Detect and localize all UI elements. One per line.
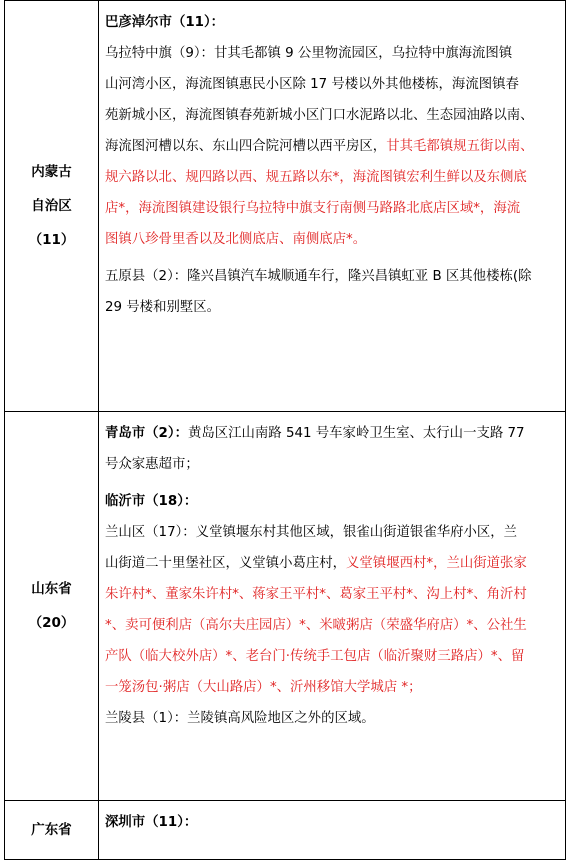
area-text: 山街道二十里堡社区，义堂镇小葛庄村， (105, 556, 347, 571)
text-line (105, 517, 561, 548)
text-line (105, 69, 561, 100)
text-line (105, 261, 561, 292)
text-line (105, 610, 561, 641)
text-line (105, 38, 561, 69)
text-line (105, 703, 561, 734)
text-line (105, 193, 561, 224)
high-risk-text: 一笼汤包·粥店（大山路店）*、沂州移馆大学城店 *； (105, 680, 422, 695)
area-text: 兰陵县（1）：兰陵镇高风险地区之外的区域。 (105, 711, 375, 726)
region-detail-cell (99, 1, 566, 412)
text-line (105, 449, 561, 480)
region-table-body (5, 1, 566, 860)
table-row (5, 1, 566, 412)
area-text: 乌拉特中旗（9）：甘其毛都镇 9 公里物流园区，乌拉特中旗海流图镇 (105, 46, 513, 61)
text-line (105, 131, 561, 162)
high-risk-text: 产队（临大校外店）*、老台门·传统手工包店（临沂聚财三路店）*、留 (105, 649, 525, 664)
area-text: 山河湾小区，海流图镇惠民小区除 17 号楼以外其他楼栋，海流图镇春 (105, 77, 519, 92)
text-line (105, 418, 561, 449)
district-paragraph (105, 517, 561, 734)
text-line (105, 292, 561, 323)
high-risk-text: 义堂镇堰西村*，兰山街道张家 (346, 556, 527, 571)
province-cell (5, 1, 99, 412)
text-line (105, 162, 561, 193)
province-name-line: 内蒙古 (31, 164, 72, 180)
district-paragraph (105, 261, 561, 323)
table-row (5, 801, 566, 860)
city-heading: 巴彦淖尔市（11）： (105, 15, 225, 30)
text-line (105, 548, 561, 579)
high-risk-text: 图镇八珍骨里香以及北侧底店、南侧底店*。 (105, 232, 367, 247)
province-cell (5, 801, 99, 860)
province-name-line: 自治区 (31, 198, 72, 214)
province-name (5, 155, 98, 257)
text-line (105, 672, 561, 703)
text-line (105, 100, 561, 131)
city-heading: 临沂市（18）： (105, 494, 198, 509)
high-risk-text: 甘其毛都镇规五街以南、 (386, 139, 534, 154)
district-paragraph (105, 418, 561, 480)
area-text: 青岛市（2）： (105, 426, 188, 441)
area-text: 苑新城小区，海流图镇春苑新城小区门口水泥路以北、生态园油路以南、 (105, 108, 534, 123)
province-name-line: （11） (28, 232, 75, 248)
region-table (4, 0, 566, 860)
area-text: 号众家惠超市； (105, 457, 199, 472)
province-cell (5, 412, 99, 801)
province-name-line: 广东省 (31, 822, 72, 838)
text-line (105, 579, 561, 610)
high-risk-text: 店*，海流图镇建设银行乌拉特中旗支行南侧马路路北底店区域*，海流 (105, 201, 521, 216)
text-line (105, 641, 561, 672)
table-row (5, 412, 566, 801)
region-detail-cell (99, 801, 566, 860)
province-name (5, 813, 98, 847)
area-text: 黄岛区江山南路 541 号车家岭卫生室、太行山一支路 77 (187, 426, 525, 441)
district-paragraph (105, 38, 561, 255)
province-name (5, 572, 98, 640)
province-name-line: （20） (28, 615, 75, 631)
area-text: 五原县（2）：隆兴昌镇汽车城顺通车行，隆兴昌镇虹亚 B 区其他楼栋(除 (105, 269, 532, 284)
area-text: 海流图河槽以东、东山四合院河槽以西平房区， (105, 139, 387, 154)
high-risk-text: 规六路以北、规四路以西、规五路以东*，海流图镇宏利生鲜以及东侧底 (105, 170, 527, 185)
area-text: 29 号楼和别墅区。 (105, 300, 221, 315)
text-line (105, 224, 561, 255)
city-heading: 深圳市（11）： (105, 815, 198, 830)
province-name-line: 山东省 (31, 581, 72, 597)
area-text: 兰山区（17）：义堂镇堰东村其他区域，银雀山街道银雀华府小区，兰 (105, 525, 518, 540)
region-detail-cell (99, 412, 566, 801)
high-risk-text: 朱许村*、董家朱许村*、蒋家王平村*、葛家王平村*、沟上村*、角沂村 (105, 587, 527, 602)
high-risk-text: *、卖可便利店（高尔夫庄园店）*、米啵粥店（荣盛华府店）*、公社生 (105, 618, 527, 633)
